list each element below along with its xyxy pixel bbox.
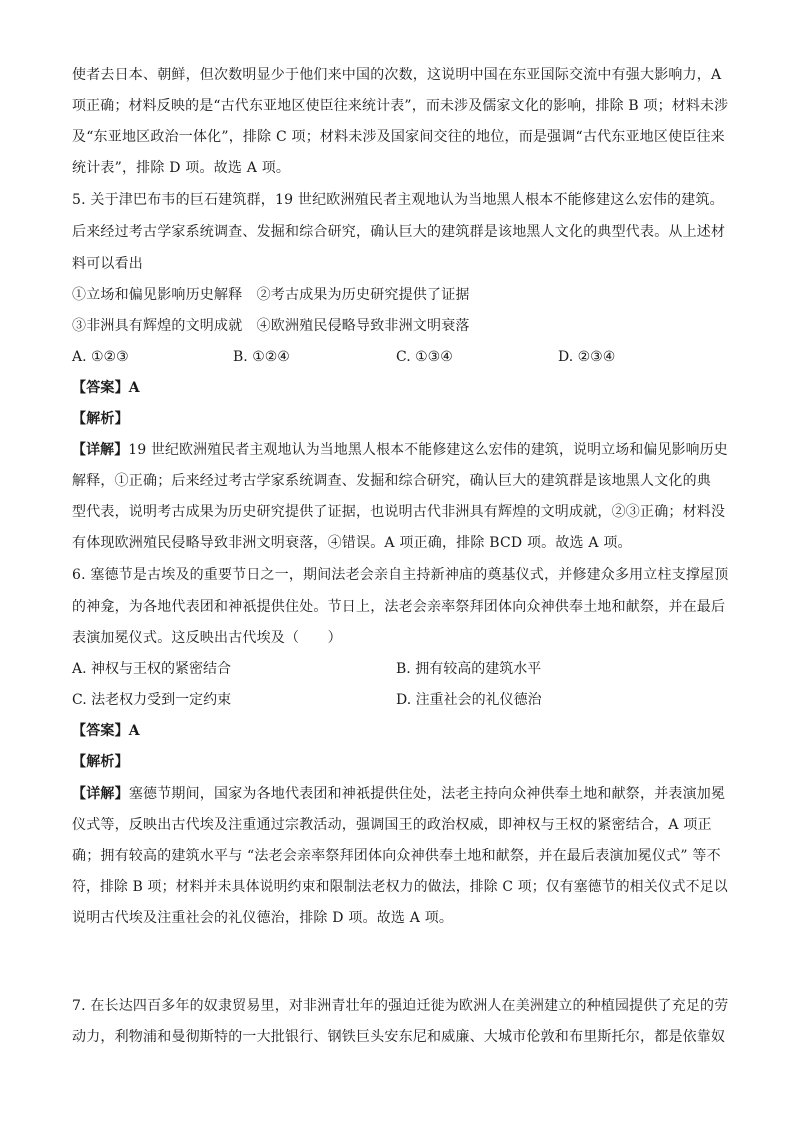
question-6-detail-line: 仪式等，反映出古代埃及注重通过宗教活动，强调国王的政治权威，即神权与王权的紧密结合，A 项正 xyxy=(72,817,712,833)
question-5-stem: 5. 关于津巴布韦的巨石建筑群，19 世纪欧洲殖民者主观地认为当地黑人根本不能修建这么宏伟的建筑。 xyxy=(72,192,724,208)
question-5-detail-line xyxy=(72,440,728,460)
detail-text: 19 世纪欧洲殖民者主观地认为当地黑人根本不能修建这么宏伟的建筑，说明立场和偏见影响历史 xyxy=(128,442,728,458)
question-6-option-d: D. 注重社会的礼仪德治 xyxy=(396,692,542,708)
text-line: 项正确；材料反映的是“古代东亚地区使臣往来统计表”，而未涉及儒家文化的影响，排除 B 项；材料未涉 xyxy=(72,98,729,114)
question-6-detail-line: 说明古代埃及注重社会的礼仪德治，排除 D 项。故选 A 项。 xyxy=(72,910,454,926)
question-5-statement: ③非洲具有辉煌的文明成就 ④欧洲殖民侵略导致非洲文明衰落 xyxy=(72,318,470,334)
question-5-option-b: B. ①②④ xyxy=(233,349,290,365)
question-6-detail-line xyxy=(72,784,725,804)
question-5-detail-line: 解释，①正确；后来经过考古学家系统调查、发掘和综合研究，确认巨大的建筑群是该地黑人文化的典 xyxy=(72,473,711,489)
question-5-stem: 后来经过考古学家系统调查、发掘和综合研究，确认巨大的建筑群是该地黑人文化的典型代表。从上述材 xyxy=(72,224,726,240)
question-6-option-c: C. 法老权力受到一定约束 xyxy=(72,692,232,708)
detail-text: 塞德节期间，国家为各地代表团和神祇提供住处，法老主持向众神供奉土地和献祭，并表演加冕 xyxy=(128,786,726,802)
question-6-analysis-label: 【解析】 xyxy=(72,754,129,770)
question-5-stem: 料可以看出 xyxy=(72,256,143,272)
detail-tag: 【详解】 xyxy=(72,786,129,802)
text-line: 使者去日本、朝鲜，但次数明显少于他们来中国的次数，这说明中国在东亚国际交流中有强大影响力，A xyxy=(72,67,722,83)
question-6-stem: 的神龛，为各地代表团和神祇提供住处。节日上，法老会亲率祭拜团体向众神供奉土地和献祭，并在最后 xyxy=(72,599,726,615)
text-line: 及“东亚地区政治一体化”，排除 C 项；材料未涉及国家间交往的地位，而是强调“古代东亚地区使臣往来 xyxy=(72,129,725,145)
question-5-analysis-label: 【解析】 xyxy=(72,411,129,427)
question-6-option-a: A. 神权与王权的紧密结合 xyxy=(72,661,232,677)
question-5-answer: 【答案】A xyxy=(72,380,140,396)
question-6-detail-line: 确；拥有较高的建筑水平与 “法老会亲率祭拜团体向众神供奉土地和献祭，并在最后表演加冕仪式” 等不 xyxy=(72,848,721,864)
question-5-detail-line: 型代表，说明考古成果为历史研究提供了证据，也说明古代非洲具有辉煌的文明成就，②③正确；材料没 xyxy=(72,504,726,520)
question-6-answer: 【答案】A xyxy=(72,723,140,739)
text-line: 统计表”，排除 D 项。故选 A 项。 xyxy=(72,160,291,176)
question-6-stem: 表演加冕仪式。这反映出古代埃及（ ） xyxy=(72,630,342,646)
question-7-stem: 7. 在长达四百多年的奴隶贸易里，对非洲青壮年的强迫迁徙为欧洲人在美洲建立的种植园提供了充足的劳 xyxy=(72,998,729,1014)
question-5-statement: ①立场和偏见影响历史解释 ②考古成果为历史研究提供了证据 xyxy=(72,287,470,303)
question-6-option-b: B. 拥有较高的建筑水平 xyxy=(396,661,542,677)
detail-tag: 【详解】 xyxy=(72,442,129,458)
question-5-option-a: A. ①②③ xyxy=(72,349,129,365)
question-5-option-d: D. ②③④ xyxy=(558,349,616,365)
question-6-detail-line: 符，排除 B 项；材料并未具体说明约束和限制法老权力的做法，排除 C 项；仅有塞德节的相关仪式不足以 xyxy=(72,879,728,895)
question-5-detail-line: 有体现欧洲殖民侵略导致非洲文明衰落，④错误。A 项正确，排除 BCD 项。故选 A 项。 xyxy=(72,535,632,551)
question-6-stem: 6. 塞德节是古埃及的重要节日之一，期间法老会亲自主持新神庙的奠基仪式，并修建众多用立柱支撑屋顶 xyxy=(72,567,729,583)
question-5-option-c: C. ①③④ xyxy=(396,349,453,365)
question-7-stem: 动力，利物浦和曼彻斯特的一大批银行、钢铁巨头安东尼和威廉、大城市伦敦和布里斯托尔，都是依靠奴 xyxy=(72,1029,726,1045)
